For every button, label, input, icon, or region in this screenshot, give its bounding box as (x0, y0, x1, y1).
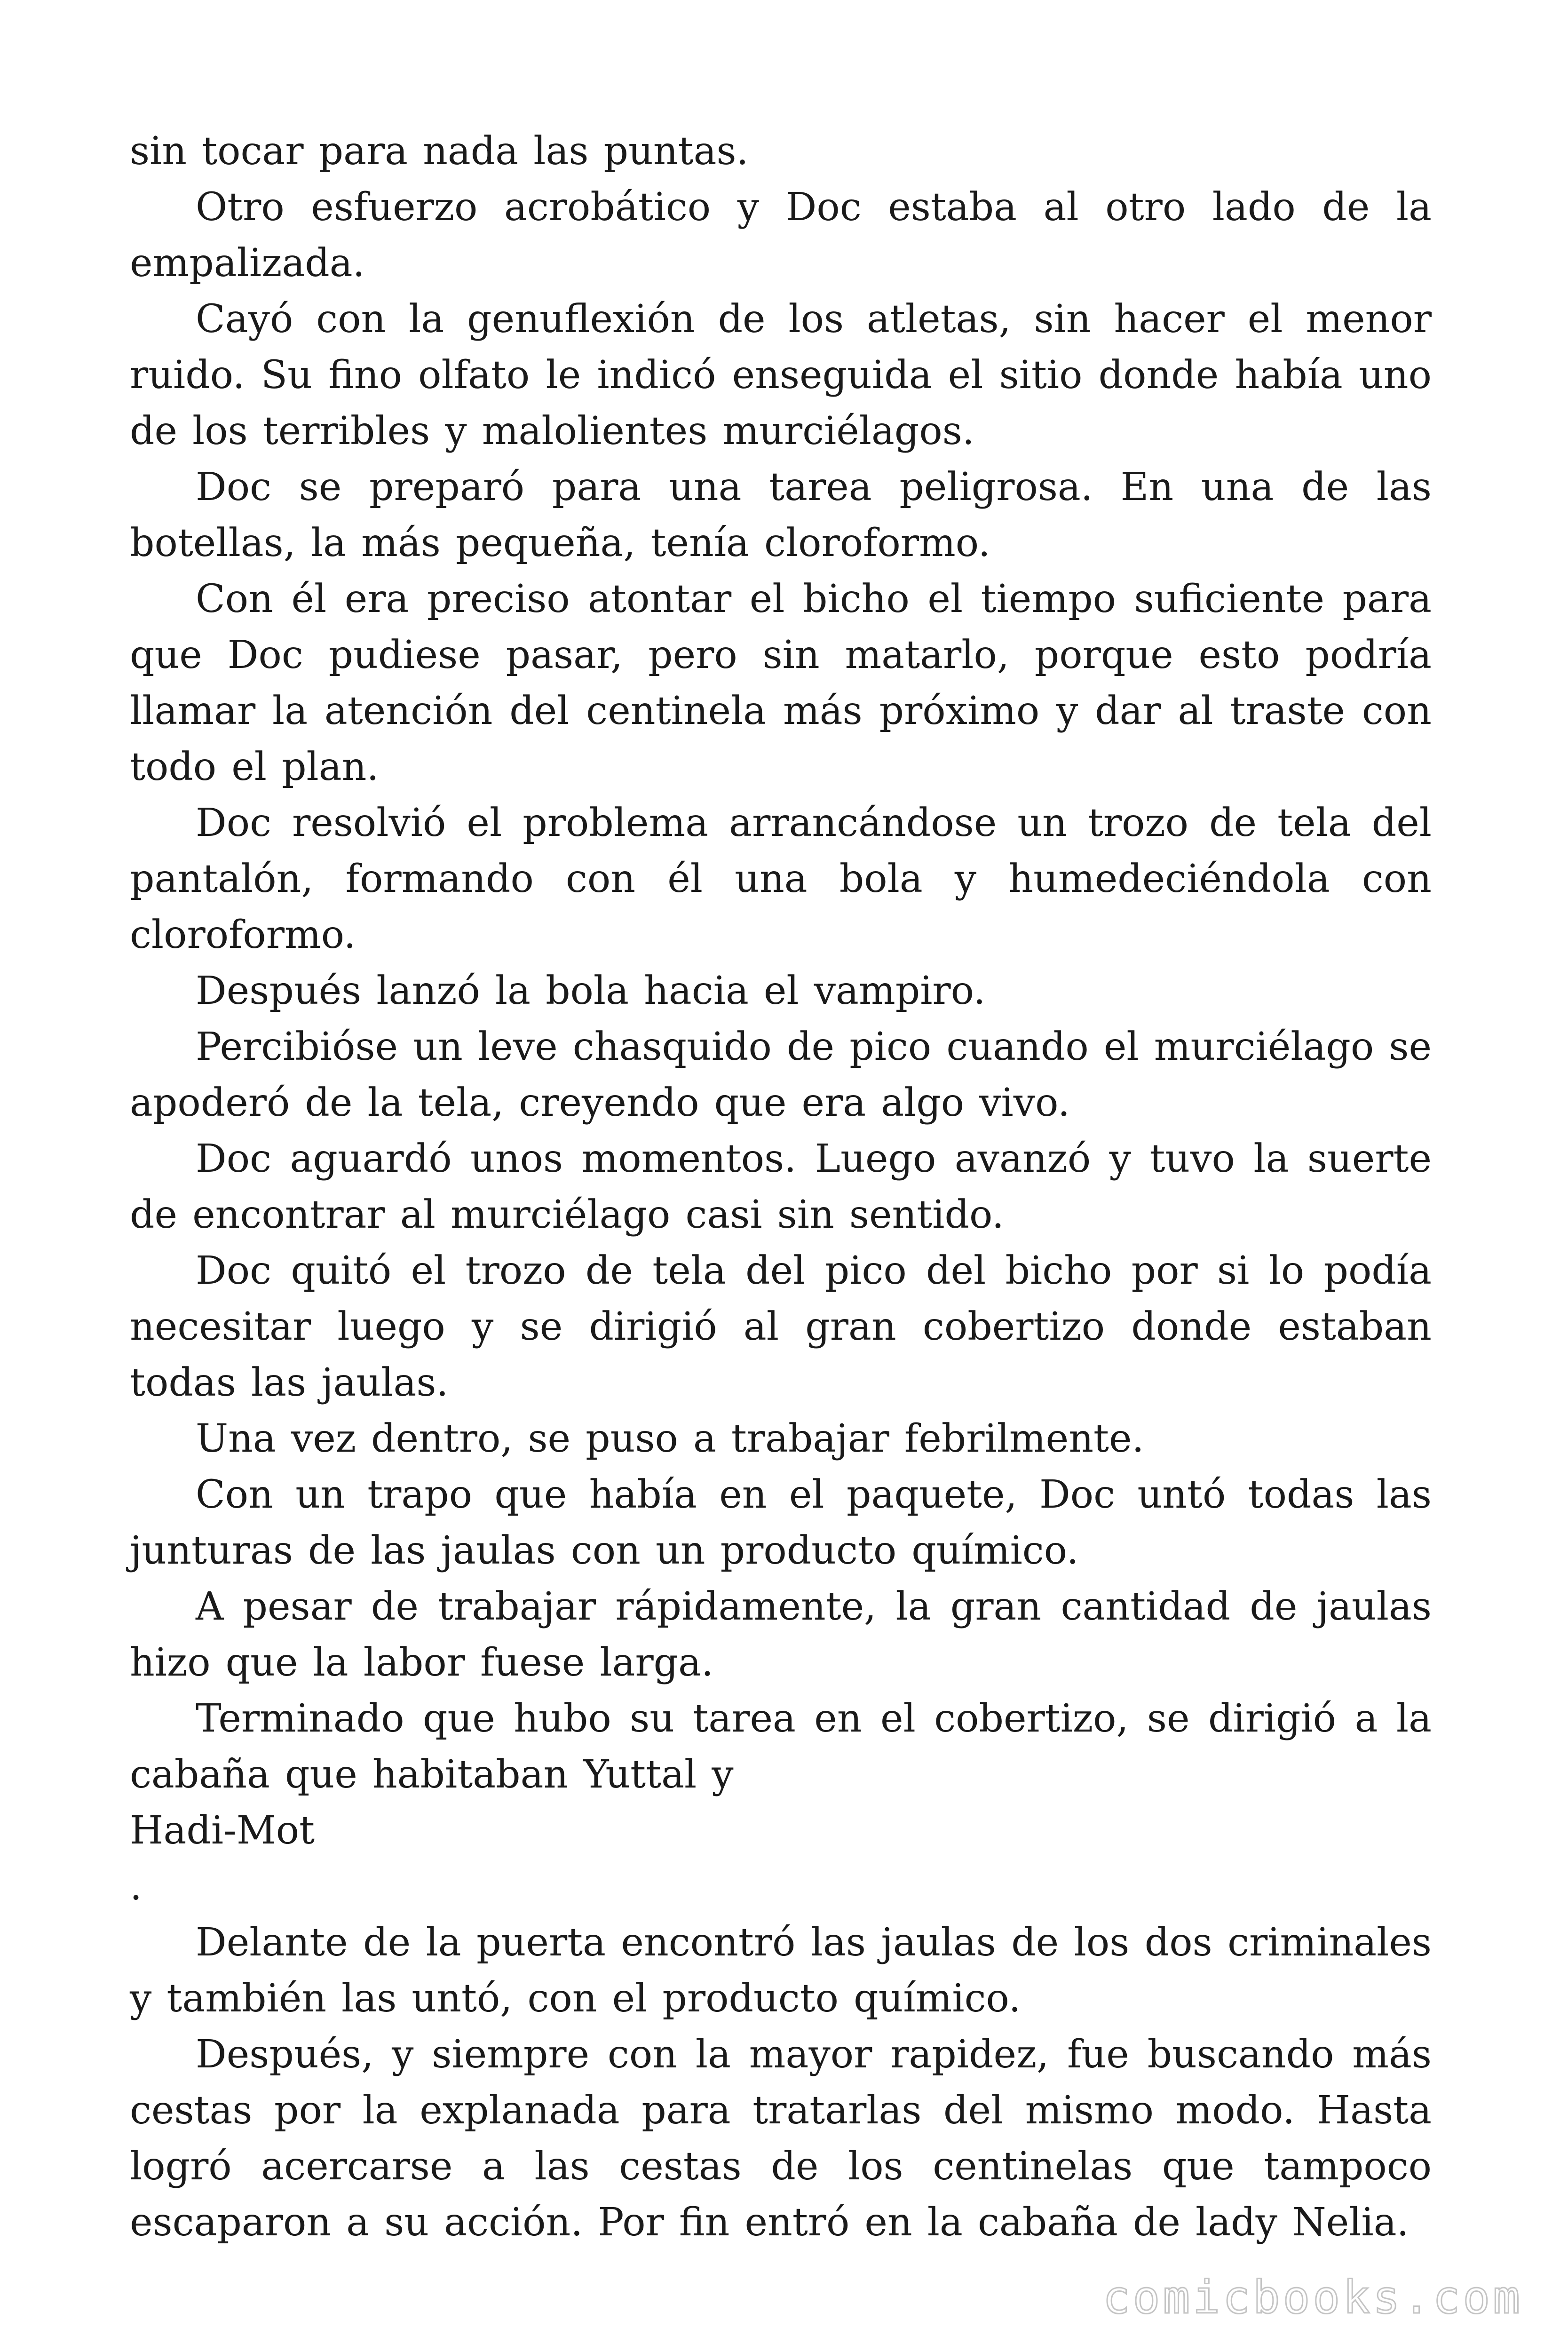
paragraph-17: Delante de la puerta encontró las jaulas de los dos criminales y también las untó, con el producto químico. (130, 1920, 1432, 2021)
paragraph-9: Doc aguardó unos momentos. Luego avanzó y tuvo la suerte de encontrar al murciélago casi sin sentido. (130, 1136, 1432, 1237)
paragraph-6: Doc resolvió el problema arrancándose un trozo de tela del pantalón, formando con él una bola y humedeciéndola con cloroformo. (130, 801, 1432, 957)
paragraph-18: Después, y siempre con la mayor rapidez, fue buscando más cestas por la explanada para tratarlas del mismo modo. Hasta logró acercarse a las cestas de los centinelas que tampoco escaparon a su acción. Por fin entró en la cabaña de lady Nelia. (130, 2032, 1432, 2245)
paragraph-8: Percibióse un leve chasquido de pico cuando el murciélago se apoderó de la tela, creyendo que era algo vivo. (130, 1025, 1432, 1125)
paragraph-4: Doc se preparó para una tarea peligrosa. En una de las botellas, la más pequeña, tenía cloroformo. (130, 465, 1432, 565)
paragraph-13: A pesar de trabajar rápidamente, la gran cantidad de jaulas hizo que la labor fuese larga. (130, 1584, 1432, 1685)
watermark-logo: comicbooks.com (1102, 2271, 1523, 2324)
paragraph-11: Una vez dentro, se puso a trabajar febrilmente. (196, 1416, 1144, 1461)
paragraph-16: . (130, 1864, 143, 1909)
paragraph-12: Con un trapo que había en el paquete, Doc untó todas las junturas de las jaulas con un producto químico. (130, 1472, 1432, 1573)
paragraph-14: Terminado que hubo su tarea en el cobertizo, se dirigió a la cabaña que habitaban Yuttal y (130, 1696, 1432, 1797)
page-body-text (130, 123, 1432, 2250)
paragraph-10: Doc quitó el trozo de tela del pico del bicho por si lo podía necesitar luego y se dirigió al gran cobertizo donde estaban todas las jaulas. (130, 1248, 1432, 1405)
paragraph-5: Con él era preciso atontar el bicho el tiempo suficiente para que Doc pudiese pasar, pero sin matarlo, porque esto podría llamar la atención del centinela más próximo y dar al traste con todo el plan. (130, 577, 1432, 789)
paragraph-15: Hadi-Mot (130, 1808, 315, 1853)
paragraph-2: Otro esfuerzo acrobático y Doc estaba al otro lado de la empalizada. (130, 185, 1432, 286)
paragraph-3: Cayó con la genuflexión de los atletas, sin hacer el menor ruido. Su fino olfato le indicó enseguida el sitio donde había uno de los terribles y malolientes murciélagos. (130, 297, 1432, 453)
paragraph-7: Después lanzó la bola hacia el vampiro. (196, 969, 986, 1013)
paragraph-1: sin tocar para nada las puntas. (130, 129, 749, 174)
